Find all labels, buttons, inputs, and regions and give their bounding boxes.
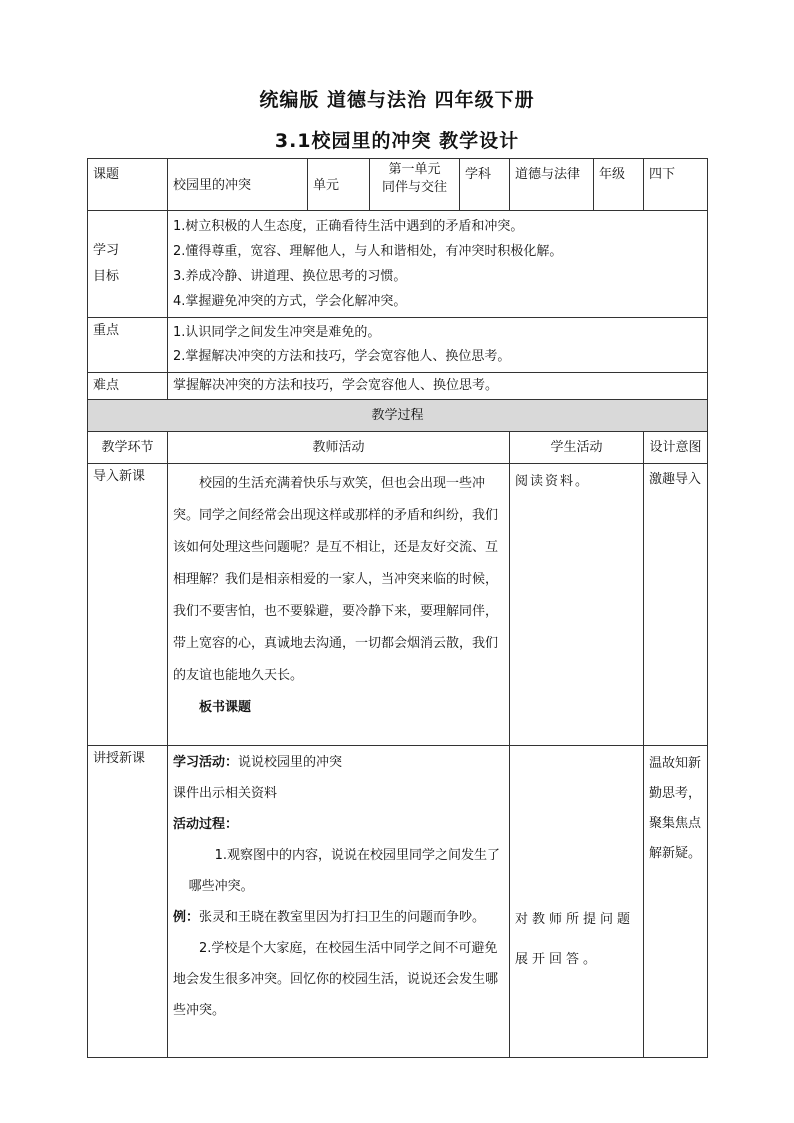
step-two: 2.学校是个大家庭，在校园生活中同学之间不可避免地会发生很多冲突。回忆你的校园生活，说说还会发生哪些冲突。 <box>173 941 499 1018</box>
header-stage: 教学环节 <box>88 432 168 464</box>
document-subtitle: 3.1校园里的冲突 教学设计 <box>274 130 520 152</box>
goal-item: 1.树立积极的人生态度，正确看待生活中遇到的矛盾和冲突。 <box>173 219 524 234</box>
key-point-item: 1.认识同学之间发生冲突是难免的。 <box>173 325 381 340</box>
intro-teacher-text: 校园的生活充满着快乐与欢笑，但也会出现一些冲突。同学之间经常会出现这样或那样的矛盾和纠纷，我们该如何处理这些问题呢？是互不相让，还是友好交流、互相理解？我们是相亲相爱的一家人，当冲突来临的时候，我们不要害怕，也不要躲避，要冷静下来，要理解同伴，带上宽容的心，真诚地去沟通，一切都会烟消云散，我们的友谊也能地久天长。 <box>173 476 499 683</box>
unit-label: 单元 <box>308 159 370 211</box>
difficult-label: 难点 <box>88 373 168 400</box>
process-label: 活动过程： <box>173 817 239 832</box>
key-points-list <box>168 318 708 373</box>
activity-label: 学习活动： <box>173 755 239 770</box>
goals-list <box>168 211 708 318</box>
intro-intent: 激趣导入 <box>644 464 708 746</box>
goals-label-line2: 目标 <box>93 269 120 284</box>
example-line <box>173 902 504 933</box>
example-text: 张灵和王晓在教室里因为打扫卫生的问题而争吵。 <box>199 910 486 925</box>
goal-item: 4.掌握避免冲突的方式，学会化解冲突。 <box>173 294 407 309</box>
intro-board-title: 板书课题 <box>199 700 252 715</box>
unit-value-line1: 第一单元 <box>388 162 441 177</box>
lesson-row <box>88 746 708 1058</box>
key-point-item: 2.掌握解决冲突的方法和技巧，学会宽容他人、换位思考。 <box>173 349 511 364</box>
step-one: 1.观察图中的内容，说说在校园里同学之间发生了哪些冲突。 <box>188 848 500 894</box>
grade-value: 四下 <box>644 159 708 211</box>
key-points-label: 重点 <box>88 318 168 373</box>
goals-row <box>88 211 708 318</box>
subject-label: 学科 <box>460 159 510 211</box>
lesson-stage: 讲授新课 <box>88 746 168 1058</box>
intro-stage: 导入新课 <box>88 464 168 746</box>
activity-line <box>173 747 504 778</box>
header-intent: 设计意图 <box>644 432 708 464</box>
difficult-row <box>88 373 708 400</box>
subject-value: 道德与法律 <box>510 159 594 211</box>
goals-label-line1: 学习 <box>93 243 120 258</box>
unit-value-line2: 同伴与交往 <box>381 180 447 195</box>
courseware-line: 课件出示相关资料 <box>173 786 278 801</box>
key-points-row <box>88 318 708 373</box>
process-title-row <box>88 400 708 432</box>
intro-student: 阅读资料。 <box>510 464 644 746</box>
intro-teacher-cell <box>168 464 510 746</box>
example-label: 例： <box>173 910 200 925</box>
header-student: 学生活动 <box>510 432 644 464</box>
difficult-text: 掌握解决冲突的方法和技巧，学会宽容他人、换位思考。 <box>168 373 708 400</box>
goals-label <box>88 211 168 318</box>
goal-item: 2.懂得尊重，宽容、理解他人，与人和谐相处，有冲突时积极化解。 <box>173 244 563 259</box>
lesson-intent: 温故知新勤思考，聚集焦点解新疑。 <box>644 746 708 1058</box>
activity-text: 说说校园里的冲突 <box>238 755 343 770</box>
document-title: 统编版 道德与法治 四年级下册 <box>259 89 535 111</box>
lesson-student: 对教师所提问题展开回答。 <box>510 746 644 1058</box>
lesson-plan-table <box>87 158 708 1058</box>
topic-value: 校园里的冲突 <box>168 159 308 211</box>
info-row <box>88 159 708 211</box>
goal-item: 3.养成冷静、讲道理、换位思考的习惯。 <box>173 269 407 284</box>
intro-row <box>88 464 708 746</box>
process-section-title: 教学过程 <box>88 400 708 432</box>
lesson-teacher-cell <box>168 746 510 1058</box>
topic-label: 课题 <box>88 159 168 211</box>
header-teacher: 教师活动 <box>168 432 510 464</box>
unit-value <box>370 159 460 211</box>
grade-label: 年级 <box>594 159 644 211</box>
process-header-row <box>88 432 708 464</box>
